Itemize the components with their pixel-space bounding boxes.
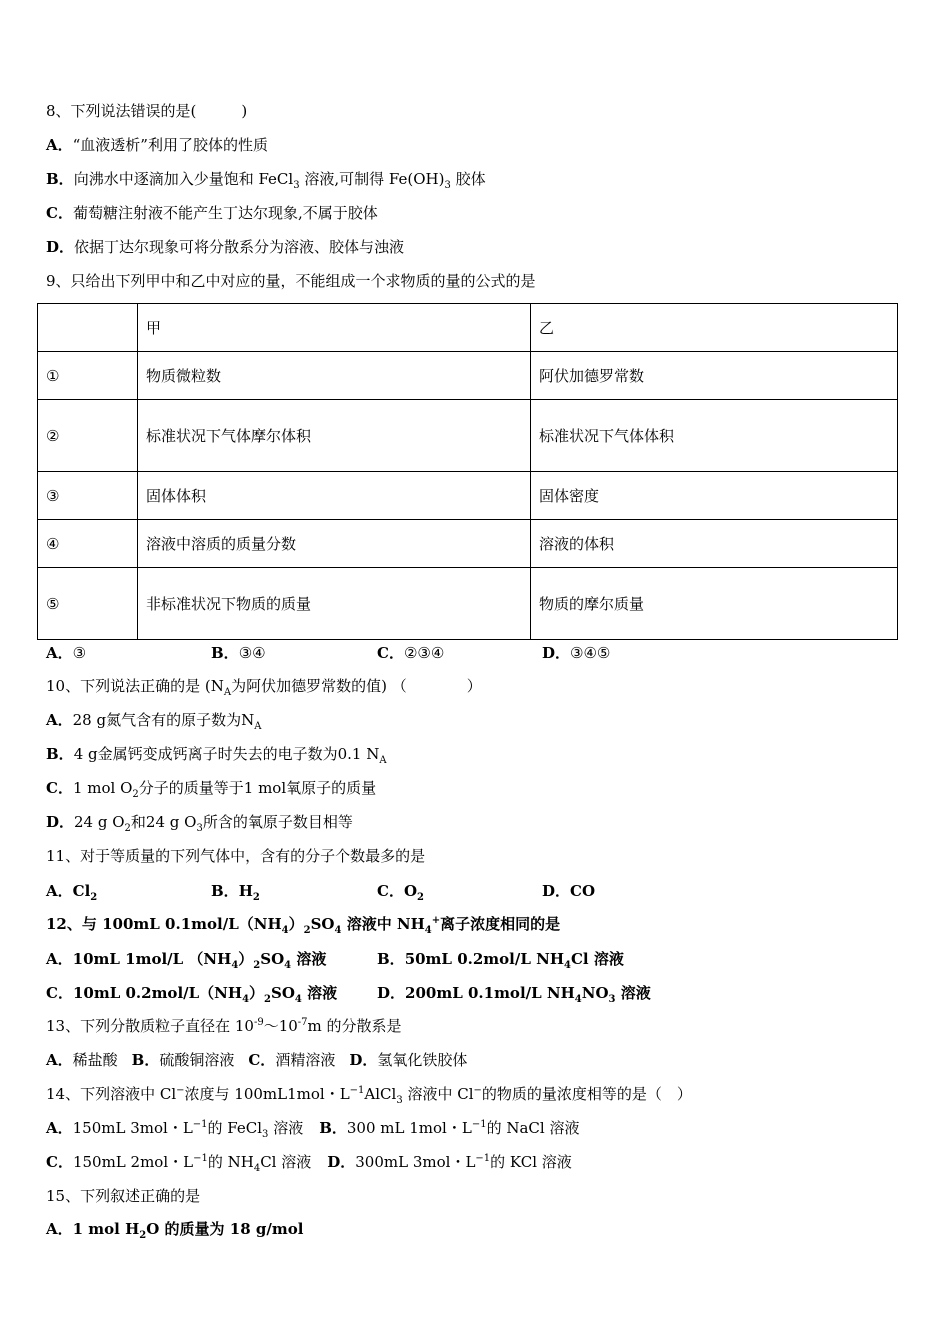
- option-label: B．: [377, 950, 405, 968]
- superscript: −1: [192, 1119, 208, 1130]
- q8-option-a: [46, 135, 268, 155]
- subscript: 4: [334, 925, 342, 936]
- q8-option-d: [46, 237, 404, 257]
- text: 的 NH: [207, 1153, 254, 1171]
- q12-option-b: [377, 948, 624, 969]
- option-label: B．: [131, 1051, 160, 1069]
- superscript: -7: [297, 1017, 308, 1028]
- text: 50mL 0.2mol/L NH: [404, 950, 565, 968]
- option-text: ②③④: [403, 644, 445, 662]
- subscript: 3: [444, 180, 451, 191]
- text: AlCl: [364, 1085, 397, 1103]
- option-text: 葡萄糖注射液不能产生丁达尔现象,不属于胶体: [72, 204, 378, 222]
- q12-stem: [46, 914, 560, 934]
- subscript: A: [379, 755, 387, 766]
- text: 10mL 0.2mol/L（NH: [72, 984, 243, 1002]
- option-label: D．: [46, 238, 75, 256]
- option-label: A．: [46, 1051, 73, 1069]
- q9-table: [37, 303, 898, 640]
- text: 溶液: [615, 984, 651, 1002]
- option-label: C．: [377, 882, 404, 900]
- text: 24 g O: [74, 813, 125, 831]
- text: ）: [238, 950, 254, 968]
- subscript: 4: [231, 960, 239, 971]
- cell-yi: 物质的摩尔质量: [531, 568, 898, 640]
- option-label: B．: [319, 1119, 347, 1137]
- text: O 的质量为 18 g/mol: [146, 1220, 304, 1238]
- q10-option-a: [46, 710, 261, 730]
- subscript: 3: [396, 1095, 403, 1106]
- text: 的 FeCl: [207, 1119, 263, 1137]
- table-row: [38, 400, 898, 472]
- option-label: B．: [46, 170, 74, 188]
- option-text: CO: [570, 882, 596, 900]
- option-label: A．: [46, 1220, 73, 1238]
- text: 溶液中 NH: [341, 915, 425, 933]
- text: SO: [260, 950, 285, 968]
- text: 分子的质量等于1 mol氧原子的质量: [138, 779, 377, 797]
- cell-jia: 固体体积: [138, 472, 531, 520]
- subscript: 3: [293, 180, 300, 191]
- superscript: −1: [349, 1085, 365, 1096]
- text: 所含的氧原子数目相等: [202, 813, 353, 831]
- option-text: 依据丁达尔现象可将分散系分为溶液、胶体与浊液: [74, 238, 405, 256]
- superscript: +: [431, 915, 441, 926]
- text: 28 g氮气含有的原子数为N: [72, 711, 255, 729]
- row-number: ④: [38, 520, 138, 568]
- text: H: [238, 882, 253, 900]
- subscript: 4: [284, 960, 292, 971]
- q14-options-line-1: [46, 1118, 579, 1138]
- text: ）: [288, 915, 304, 933]
- option-label: C．: [248, 1051, 276, 1069]
- text: 的 KCl 溶液: [490, 1153, 572, 1171]
- cell-yi: 固体密度: [531, 472, 898, 520]
- q8-stem: 8、下列说法错误的是( ): [46, 102, 248, 120]
- text: 150mL 3mol・L: [72, 1119, 193, 1137]
- table-row: [38, 352, 898, 400]
- cell-yi: 溶液的体积: [531, 520, 898, 568]
- q9-option-c: [377, 642, 444, 663]
- option-label: D．: [542, 882, 571, 900]
- q11-option-c: [377, 880, 424, 901]
- option-label: C．: [46, 204, 73, 222]
- cell-jia: 非标准状况下物质的质量: [138, 568, 531, 640]
- subscript: 3: [196, 823, 203, 834]
- text: 的 NaCl 溶液: [486, 1119, 580, 1137]
- option-text: ③④: [238, 644, 266, 662]
- subscript: 4: [574, 994, 582, 1005]
- superscript: −1: [475, 1153, 491, 1164]
- header-cell-yi: 乙: [531, 304, 898, 352]
- text: ～10: [263, 1017, 298, 1035]
- option-label: B．: [211, 644, 239, 662]
- row-number: ③: [38, 472, 138, 520]
- row-number: ②: [38, 400, 138, 472]
- superscript: −: [176, 1085, 185, 1096]
- subscript: 2: [124, 823, 131, 834]
- table-row: [38, 472, 898, 520]
- subscript: 4: [242, 994, 250, 1005]
- text: m 的分散系是: [307, 1017, 402, 1035]
- superscript: -9: [253, 1017, 264, 1028]
- option-label: A．: [46, 711, 73, 729]
- text: 13、下列分散质粒子直径在 10: [46, 1017, 254, 1035]
- subscript: 2: [303, 925, 311, 936]
- q15-option-a: [46, 1219, 303, 1239]
- option-label: C．: [377, 644, 404, 662]
- text: 胶体: [450, 170, 486, 188]
- text: 1 mol H: [72, 1220, 140, 1238]
- q14-options-line-2: [46, 1152, 572, 1172]
- subscript: 3: [608, 994, 616, 1005]
- text: 150mL 2mol・L: [72, 1153, 194, 1171]
- subscript: 4: [564, 960, 571, 971]
- text: 300mL 3mol・L: [355, 1153, 476, 1171]
- q8-option-c: [46, 203, 378, 223]
- q11-option-b: [211, 880, 260, 901]
- text: 溶液中 Cl: [402, 1085, 474, 1103]
- text: Cl: [72, 882, 91, 900]
- text: 溶液: [291, 950, 327, 968]
- option-text: 酒精溶液: [275, 1051, 336, 1069]
- option-text: “血液透析”利用了胶体的性质: [72, 136, 268, 154]
- text: 300 mL 1mol・L: [346, 1119, 472, 1137]
- option-label: B．: [46, 745, 74, 763]
- q12-option-a: [46, 948, 326, 969]
- text: NO: [581, 984, 609, 1002]
- subscript: 4: [424, 925, 432, 936]
- text: Cl 溶液: [260, 1153, 312, 1171]
- text: 溶液,可制得 Fe(OH): [299, 170, 445, 188]
- q12-option-d: [377, 982, 651, 1003]
- text: SO: [310, 915, 335, 933]
- text: SO: [271, 984, 295, 1002]
- text: 12、与 100mL 0.1mol/L（NH: [46, 915, 282, 933]
- text: 的物质的量浓度相等的是（ ）: [481, 1085, 692, 1103]
- subscript: 2: [417, 892, 424, 903]
- option-text: ③④⑤: [570, 644, 611, 662]
- q10-option-b: [46, 744, 387, 764]
- text: 14、下列溶液中 Cl: [46, 1085, 177, 1103]
- option-text: 氢氧化铁胶体: [377, 1051, 468, 1069]
- table-row: [38, 520, 898, 568]
- option-label: D．: [542, 644, 571, 662]
- option-text: 稀盐酸: [72, 1051, 118, 1069]
- cell-jia: 物质微粒数: [138, 352, 531, 400]
- option-label: A．: [46, 882, 73, 900]
- cell-jia: 溶液中溶质的质量分数: [138, 520, 531, 568]
- q11-option-d: [542, 880, 595, 901]
- text: 溶液: [301, 984, 338, 1002]
- option-text: 硫酸铜溶液: [159, 1051, 235, 1069]
- table-row: [38, 568, 898, 640]
- subscript: A: [223, 687, 232, 698]
- q9-option-b: [211, 642, 266, 663]
- option-label: C．: [46, 1153, 73, 1171]
- subscript: 2: [139, 1230, 147, 1241]
- subscript: 4: [253, 1163, 261, 1174]
- subscript: 2: [252, 892, 260, 903]
- option-label: D．: [327, 1153, 356, 1171]
- text: 离子浓度相同的是: [440, 915, 561, 933]
- subscript: 4: [294, 994, 302, 1005]
- text: 10mL 1mol/L （NH: [72, 950, 232, 968]
- text: 4 g金属钙变成钙离子时失去的电子数为0.1 N: [73, 745, 380, 763]
- header-cell-jia: 甲: [138, 304, 531, 352]
- option-label: A．: [46, 1119, 73, 1137]
- text: 和24 g O: [130, 813, 197, 831]
- q15-stem: 15、下列叙述正确的是: [46, 1187, 201, 1205]
- subscript: 4: [281, 925, 289, 936]
- cell-jia: 标准状况下气体摩尔体积: [138, 400, 531, 472]
- text: O: [403, 882, 418, 900]
- option-label: A．: [46, 136, 73, 154]
- subscript: 2: [253, 960, 261, 971]
- q12-option-c: [46, 982, 337, 1003]
- table-header-row: [38, 304, 898, 352]
- subscript: 2: [90, 892, 98, 903]
- text: ）: [249, 984, 265, 1002]
- option-label: A．: [46, 644, 73, 662]
- option-label: B．: [211, 882, 239, 900]
- header-cell: [38, 304, 138, 352]
- text: Cl 溶液: [570, 950, 624, 968]
- text: 为阿伏加德罗常数的值) （ ）: [231, 677, 482, 695]
- option-label: C．: [46, 984, 73, 1002]
- text: 200mL 0.1mol/L NH: [405, 984, 575, 1002]
- q11-stem: 11、对于等质量的下列气体中，含有的分子个数最多的是: [46, 847, 426, 865]
- q10-option-d: [46, 812, 353, 832]
- q13-options: [46, 1050, 467, 1070]
- q10-stem: [46, 676, 482, 696]
- subscript: 2: [264, 994, 272, 1005]
- q11-option-a: [46, 880, 97, 901]
- superscript: −1: [471, 1119, 487, 1130]
- option-label: D．: [46, 813, 75, 831]
- text: 向沸水中逐滴加入少量饱和 FeCl: [73, 170, 294, 188]
- q9-option-d: [542, 642, 610, 663]
- row-number: ⑤: [38, 568, 138, 640]
- q14-stem: [46, 1084, 692, 1104]
- q8-option-b: [46, 169, 486, 189]
- cell-yi: 阿伏加德罗常数: [531, 352, 898, 400]
- q9-option-a: [46, 642, 86, 663]
- row-number: ①: [38, 352, 138, 400]
- q9-stem: 9、只给出下列甲中和乙中对应的量，不能组成一个求物质的量的公式的是: [46, 272, 536, 290]
- text: 溶液: [268, 1119, 304, 1137]
- superscript: −: [473, 1085, 482, 1096]
- cell-yi: 标准状况下气体体积: [531, 400, 898, 472]
- subscript: 2: [132, 789, 139, 800]
- text: 1 mol O: [72, 779, 133, 797]
- q10-option-c: [46, 778, 376, 798]
- superscript: −1: [193, 1153, 208, 1164]
- subscript: A: [254, 721, 262, 732]
- option-label: D．: [377, 984, 406, 1002]
- subscript: 3: [262, 1129, 269, 1140]
- q13-stem: [46, 1016, 402, 1036]
- text: 10、下列说法正确的是 (N: [46, 677, 224, 695]
- option-label: A．: [46, 950, 73, 968]
- text: 浓度与 100mL1mol・L: [184, 1085, 350, 1103]
- option-label: D．: [349, 1051, 378, 1069]
- option-text: ③: [72, 644, 87, 662]
- option-label: C．: [46, 779, 73, 797]
